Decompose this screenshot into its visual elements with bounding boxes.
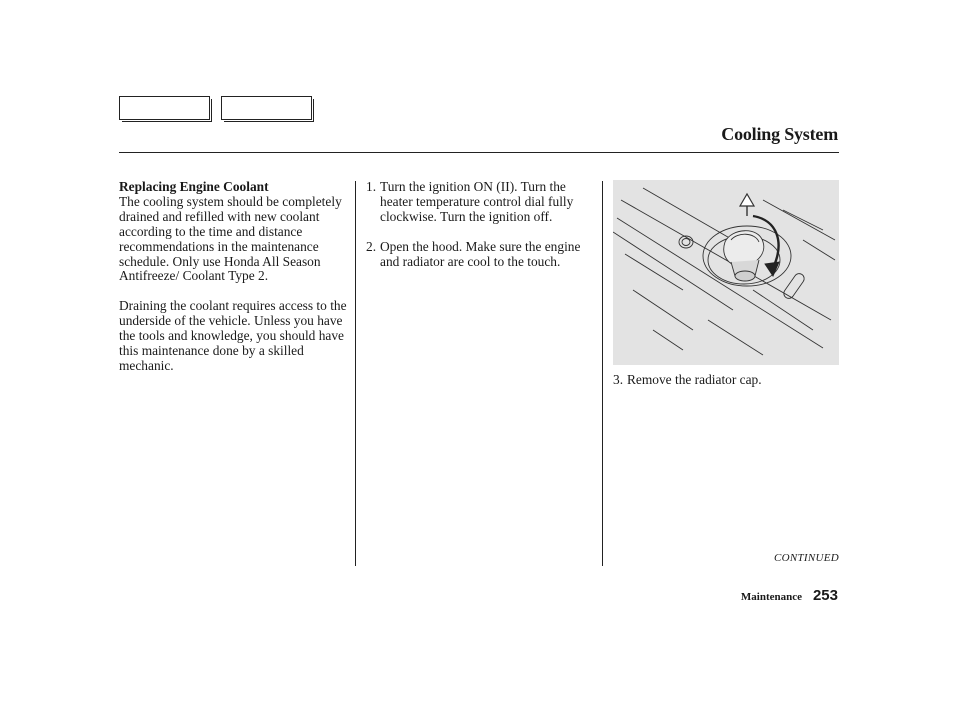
column-divider: [355, 181, 356, 566]
step-text: Remove the radiator cap.: [627, 372, 762, 387]
paragraph: The cooling system should be completely drained and refilled with new coolant according to the time and distance recommendations in the maintenance schedule. Only use Honda All Season Antifreeze/ Coolant Type 2.: [119, 193, 342, 284]
next-page-button[interactable]: [221, 96, 312, 120]
column-2: [366, 180, 594, 269]
step-item: [613, 373, 839, 388]
page-number: 253: [812, 587, 838, 604]
subheading: Replacing Engine Coolant: [119, 179, 269, 194]
title-rule: [119, 152, 839, 153]
step-text: Turn the ignition ON (II). Turn the heater temperature control dial fully clockwise. Turn the ignition off.: [380, 179, 574, 224]
footer-section-name: Maintenance: [740, 591, 802, 603]
step-number: 3.: [613, 372, 624, 387]
radiator-cap-illustration-icon: [613, 180, 839, 365]
radiator-cap-figure: [613, 180, 839, 365]
step-text: Open the hood. Make sure the engine and radiator are cool to the touch.: [380, 238, 581, 269]
step-number: 2.: [366, 238, 377, 254]
continued-label: CONTINUED: [773, 552, 839, 564]
column-3: [613, 180, 839, 388]
section-title: Cooling System: [721, 124, 838, 144]
step-number: 1.: [366, 179, 377, 194]
step-item: [366, 180, 594, 225]
step-list: [613, 373, 839, 388]
paragraph: Draining the coolant requires access to the underside of the vehicle. Unless you have the tools and knowledge, you should have this maintenance done by a skilled mechanic.: [119, 298, 347, 373]
previous-page-button[interactable]: [119, 96, 210, 120]
column-1: [119, 180, 347, 374]
step-item: [366, 240, 594, 270]
column-divider: [602, 181, 603, 566]
step-list: [366, 180, 594, 269]
